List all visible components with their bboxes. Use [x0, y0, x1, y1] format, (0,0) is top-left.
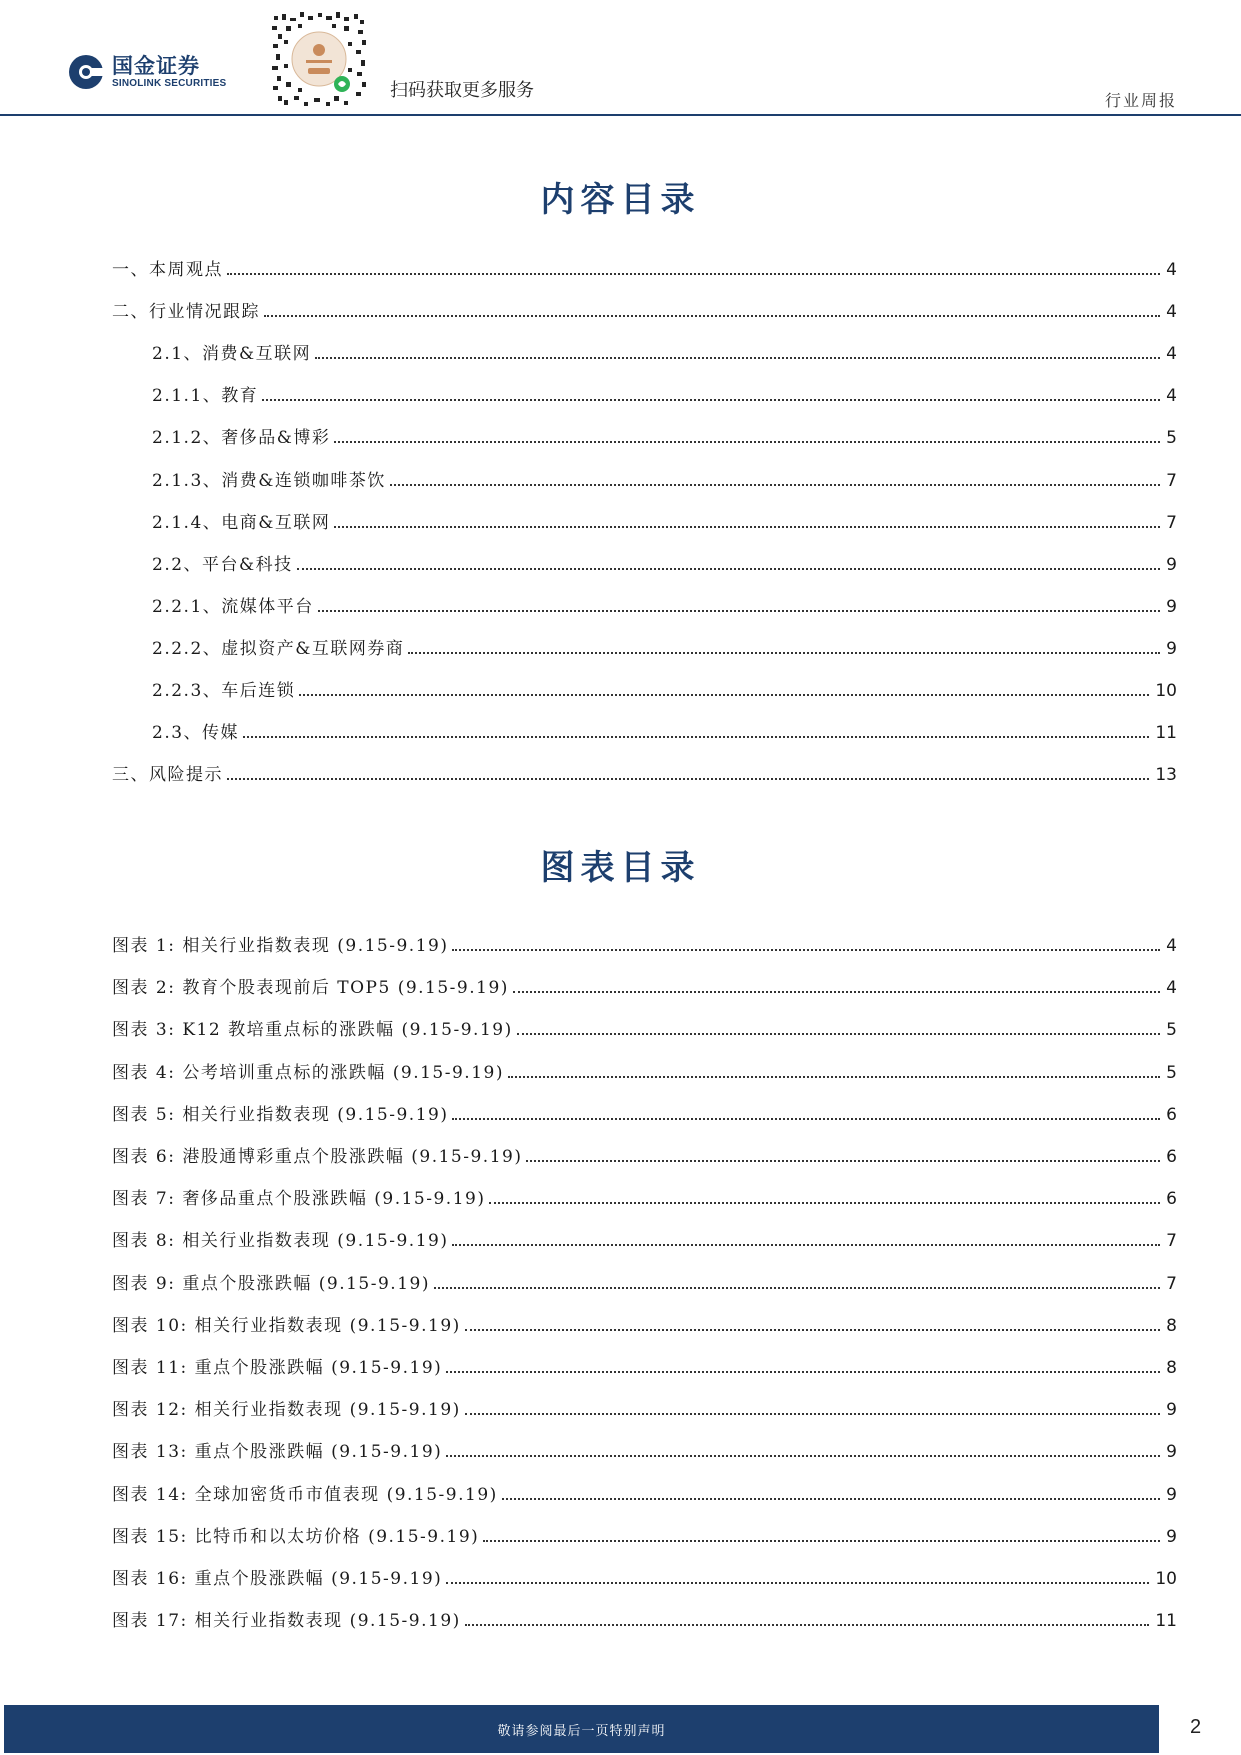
dot-leader [264, 315, 1160, 317]
entry-page-number: 8 [1166, 1358, 1177, 1378]
entry-label: 图表 4: 公考培训重点标的涨跌幅 (9.15-9.19) [112, 1062, 504, 1083]
entry-page-number: 11 [1155, 723, 1177, 744]
entry-label: 2.2、平台&科技 [152, 554, 293, 575]
dot-leader [446, 1455, 1160, 1457]
entry-label: 2.1.3、消费&连锁咖啡茶饮 [152, 470, 386, 491]
entry-page-number: 4 [1166, 344, 1177, 365]
figure-entry[interactable] [112, 972, 1177, 998]
dot-leader [452, 1244, 1160, 1246]
toc-entry[interactable] [112, 296, 1177, 322]
figure-entry[interactable] [112, 1605, 1177, 1631]
entry-label: 图表 2: 教育个股表现前后 TOP5 (9.15-9.19) [112, 978, 509, 999]
dot-leader [508, 1076, 1160, 1078]
dot-leader [452, 949, 1160, 951]
entry-label: 2.1.4、电商&互联网 [152, 512, 331, 533]
entry-label: 三、风险提示 [112, 765, 223, 786]
figure-entry[interactable] [112, 1014, 1177, 1040]
entry-label: 图表 15: 比特币和以太坊价格 (9.15-9.19) [112, 1526, 480, 1547]
toc-entry[interactable] [152, 675, 1177, 701]
dot-leader [243, 736, 1149, 738]
figure-entry[interactable] [112, 1183, 1177, 1209]
entry-label: 图表 10: 相关行业指数表现 (9.15-9.19) [112, 1315, 461, 1336]
dot-leader [297, 568, 1161, 570]
entry-label: 2.1.1、教育 [152, 386, 259, 407]
entry-page-number: 4 [1166, 936, 1177, 956]
contents-title: 内容目录 [540, 180, 701, 220]
entry-label: 2.2.2、虚拟资产&互联网券商 [152, 638, 405, 659]
figure-entry[interactable] [112, 1268, 1177, 1294]
figure-entry[interactable] [112, 1225, 1177, 1251]
toc-entry[interactable] [112, 759, 1177, 785]
figure-entry[interactable] [112, 1563, 1177, 1589]
figure-entry[interactable] [112, 1521, 1177, 1547]
dot-leader [489, 1202, 1160, 1204]
entry-label: 2.2.3、车后连锁 [152, 681, 296, 701]
entry-page-number: 6 [1166, 1147, 1177, 1167]
entry-page-number: 6 [1166, 1104, 1177, 1125]
entry-page-number: 9 [1166, 554, 1177, 575]
figures-title: 图表目录 [540, 848, 701, 888]
entry-label: 2.1、消费&互联网 [152, 344, 312, 365]
footer-disclaimer: 敬请参阅最后一页特别声明 [497, 1723, 666, 1739]
entry-page-number: 4 [1166, 978, 1177, 999]
entry-page-number: 10 [1155, 681, 1177, 701]
dot-leader [513, 991, 1160, 993]
entry-label: 图表 12: 相关行业指数表现 (9.15-9.19) [112, 1400, 461, 1421]
figure-entry[interactable] [112, 1394, 1177, 1420]
page-number: 2 [1190, 1716, 1202, 1738]
dot-leader [517, 1033, 1160, 1035]
toc-entry[interactable] [112, 254, 1177, 280]
entry-label: 图表 5: 相关行业指数表现 (9.15-9.19) [112, 1104, 449, 1125]
dot-leader [315, 357, 1160, 359]
entry-label: 2.1.2、奢侈品&博彩 [152, 428, 331, 449]
qr-code-icon[interactable] [270, 10, 368, 108]
figure-entry[interactable] [112, 1352, 1177, 1378]
entry-label: 一、本周观点 [112, 260, 223, 280]
dot-leader [262, 399, 1160, 401]
dot-leader [526, 1160, 1160, 1162]
dot-leader [334, 441, 1160, 443]
entry-page-number: 9 [1166, 638, 1177, 659]
header-divider [0, 114, 1241, 116]
dot-leader [408, 652, 1160, 654]
figure-entry[interactable] [112, 1479, 1177, 1505]
entry-label: 图表 16: 重点个股涨跌幅 (9.15-9.19) [112, 1569, 443, 1589]
entry-page-number: 7 [1166, 470, 1177, 491]
entry-label: 图表 11: 重点个股涨跌幅 (9.15-9.19) [112, 1358, 443, 1378]
footer-bar [4, 1705, 1159, 1753]
toc-entry[interactable] [152, 633, 1177, 659]
dot-leader [502, 1498, 1160, 1500]
toc-entry[interactable] [152, 338, 1177, 364]
dot-leader [465, 1624, 1150, 1626]
toc-entry[interactable] [152, 507, 1177, 533]
entry-page-number: 7 [1166, 1273, 1177, 1294]
dot-leader [299, 694, 1149, 696]
figure-entry[interactable] [112, 1099, 1177, 1125]
entry-page-number: 11 [1155, 1611, 1177, 1632]
dot-leader [227, 273, 1160, 275]
toc-entry[interactable] [152, 380, 1177, 406]
entry-label: 图表 8: 相关行业指数表现 (9.15-9.19) [112, 1231, 449, 1252]
dot-leader [334, 526, 1160, 528]
dot-leader [446, 1582, 1149, 1584]
entry-label: 图表 7: 奢侈品重点个股涨跌幅 (9.15-9.19) [112, 1189, 486, 1210]
dot-leader [465, 1413, 1160, 1415]
toc-entry[interactable] [152, 465, 1177, 491]
entry-page-number: 4 [1166, 260, 1177, 280]
entry-label: 图表 3: K12 教培重点标的涨跌幅 (9.15-9.19) [112, 1020, 513, 1041]
entry-page-number: 7 [1166, 1231, 1177, 1252]
entry-page-number: 7 [1166, 512, 1177, 533]
logo-name-en: SINOLINK SECURITIES [112, 78, 227, 89]
dot-leader [465, 1329, 1160, 1331]
entry-label: 二、行业情况跟踪 [112, 302, 260, 323]
entry-page-number: 9 [1166, 596, 1177, 617]
logo-name-cn: 国金证券 [112, 54, 200, 78]
entry-label: 图表 9: 重点个股涨跌幅 (9.15-9.19) [112, 1273, 430, 1294]
entry-page-number: 9 [1166, 1484, 1177, 1505]
figure-entry[interactable] [112, 1310, 1177, 1336]
entry-page-number: 5 [1166, 428, 1177, 449]
qr-caption: 扫码获取更多服务 [390, 80, 534, 101]
entry-page-number: 9 [1166, 1442, 1177, 1463]
entry-page-number: 8 [1166, 1315, 1177, 1336]
dot-leader [318, 610, 1160, 612]
entry-page-number: 13 [1155, 765, 1177, 786]
entry-page-number: 5 [1166, 1062, 1177, 1083]
dot-leader [483, 1540, 1160, 1542]
entry-label: 图表 14: 全球加密货币市值表现 (9.15-9.19) [112, 1484, 498, 1505]
figure-entry[interactable] [112, 1141, 1177, 1167]
entry-label: 图表 1: 相关行业指数表现 (9.15-9.19) [112, 936, 449, 956]
entry-label: 2.3、传媒 [152, 723, 240, 744]
entry-page-number: 9 [1166, 1526, 1177, 1547]
dot-leader [434, 1287, 1160, 1289]
entry-page-number: 6 [1166, 1189, 1177, 1210]
report-type-label: 行业周报 [1104, 91, 1177, 110]
toc-entry[interactable] [152, 422, 1177, 448]
dot-leader [390, 484, 1160, 486]
logo-mark-icon [68, 54, 104, 90]
entry-label: 2.2.1、流媒体平台 [152, 596, 314, 617]
entry-page-number: 10 [1155, 1569, 1177, 1589]
dot-leader [452, 1118, 1160, 1120]
dot-leader [446, 1371, 1160, 1373]
company-logo [68, 52, 226, 92]
figure-entry[interactable] [112, 1057, 1177, 1083]
entry-page-number: 9 [1166, 1400, 1177, 1421]
dot-leader [227, 778, 1149, 780]
toc-entry[interactable] [152, 549, 1177, 575]
figure-entry[interactable] [112, 1436, 1177, 1462]
toc-entry[interactable] [152, 591, 1177, 617]
entry-page-number: 4 [1166, 302, 1177, 323]
entry-page-number: 5 [1166, 1020, 1177, 1041]
toc-entry[interactable] [152, 717, 1177, 743]
entry-label: 图表 6: 港股通博彩重点个股涨跌幅 (9.15-9.19) [112, 1147, 523, 1167]
figure-entry[interactable] [112, 930, 1177, 956]
entry-label: 图表 17: 相关行业指数表现 (9.15-9.19) [112, 1611, 461, 1632]
entry-label: 图表 13: 重点个股涨跌幅 (9.15-9.19) [112, 1442, 443, 1463]
entry-page-number: 4 [1166, 386, 1177, 407]
